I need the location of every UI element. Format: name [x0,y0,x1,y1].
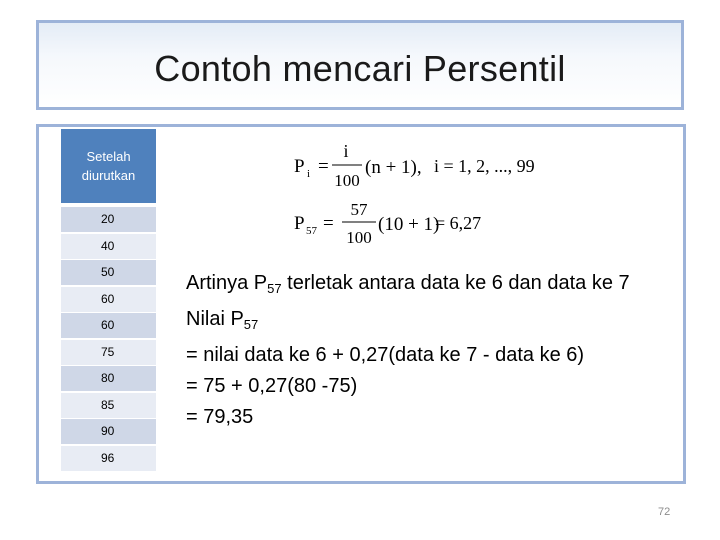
data-row: 50 [61,260,156,285]
subscript: 57 [243,317,259,332]
data-row: 96 [61,446,156,471]
formula-general-index: i = 1, 2, ..., 99 [434,156,535,176]
equals-sign: = [323,213,334,234]
data-row: 80 [61,366,156,391]
slide-title-box [36,20,684,110]
formula-specific-num: 57 [350,200,368,219]
formula-specific [294,200,481,247]
data-table-header-label: Setelah diurutkan [81,149,136,183]
explanation-text [186,268,686,433]
formula-graphic [292,140,552,250]
data-table [61,207,156,472]
formula-general-lhs: P [294,156,305,177]
data-row: 90 [61,419,156,444]
explanation-line-2 [186,304,686,340]
explanation-text-span: Artinya P [186,272,268,294]
equals-sign: = [318,156,329,177]
formula-general-num: i [343,141,349,161]
explanation-line-1 [186,268,686,304]
slide-title: Contoh mencari Persentil [154,48,566,89]
explanation-line-5: = 79,35 [186,406,254,428]
explanation-line-4: = 75 + 0,27(80 -75) [186,375,358,397]
subscript: 57 [267,281,282,296]
data-row: 20 [61,207,156,232]
formula-specific-den: 100 [346,228,372,247]
formula-specific-lhs: P [294,213,305,234]
data-table-header [61,129,156,203]
formula-general-lhs-sub: i [307,168,311,180]
explanation-line-3: = nilai data ke 6 + 0,27(data ke 7 - data ke 6) [186,344,585,366]
formula-general [294,141,535,190]
explanation-text-span: Nilai P [186,308,244,330]
formula-general-den: 100 [334,171,360,190]
data-row: 85 [61,393,156,418]
percentile-formula [292,140,552,250]
slide-number: 72 [658,506,671,518]
data-row: 75 [61,340,156,365]
formula-specific-result: = 6,27 [435,213,482,233]
data-row: 60 [61,287,156,312]
formula-specific-lhs-sub: 57 [306,225,317,237]
formula-general-paren: (n + 1), [365,157,422,178]
formula-specific-paren: (10 + 1) [378,214,440,235]
data-row: 60 [61,313,156,338]
explanation-text-span: terletak antara data ke 6 dan data ke 7 [281,272,630,294]
data-row: 40 [61,234,156,259]
